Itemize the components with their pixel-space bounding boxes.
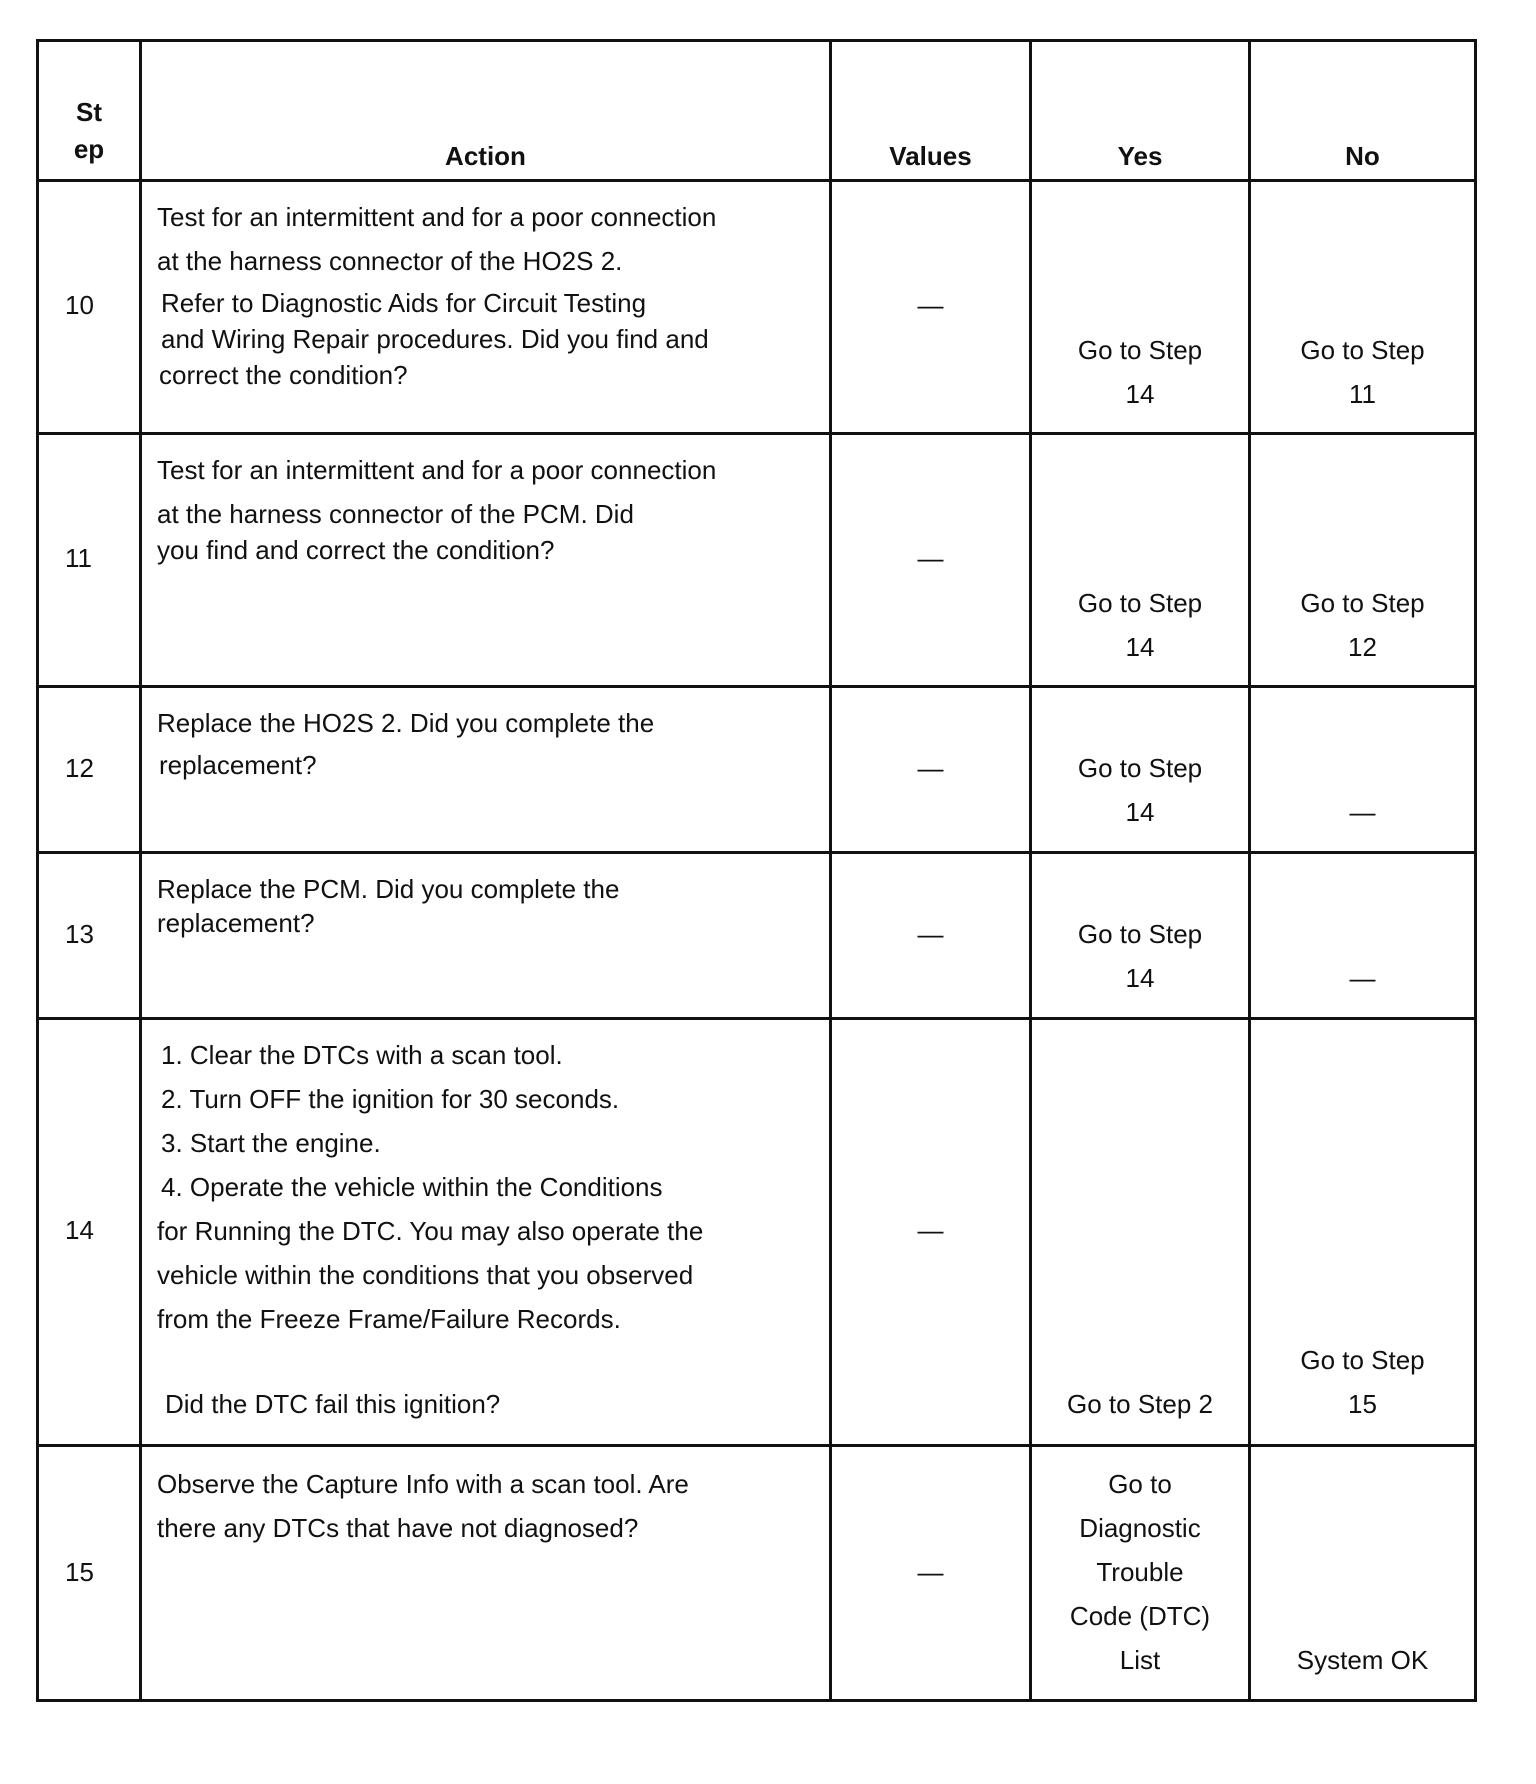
action-line: for Running the DTC. You may also operate the <box>157 1216 704 1246</box>
yes-cell <box>1031 1446 1250 1701</box>
header-values: Values <box>831 41 1031 181</box>
step-cell <box>38 1446 141 1701</box>
values-cell <box>831 181 1031 434</box>
values-cell <box>831 434 1031 687</box>
yes-text: Go to Step <box>1077 753 1203 783</box>
step-number: 13 <box>65 919 94 949</box>
values-cell <box>831 1446 1031 1701</box>
yes-text: Trouble <box>1096 1557 1184 1587</box>
table-row <box>38 687 1476 853</box>
no-text: System OK <box>1296 1645 1429 1675</box>
table-row <box>38 1019 1476 1446</box>
step-cell <box>38 1019 141 1446</box>
action-line: vehicle within the conditions that you observed <box>157 1260 694 1290</box>
step-cell <box>38 181 141 434</box>
values-dash: — <box>917 753 944 783</box>
action-line: there any DTCs that have not diagnosed? <box>157 1513 639 1543</box>
yes-cell <box>1031 1019 1250 1446</box>
step-cell <box>38 853 141 1019</box>
values-cell <box>831 853 1031 1019</box>
diagnostic-table <box>36 39 1477 1702</box>
action-line: Observe the Capture Info with a scan tool. Are <box>157 1469 689 1499</box>
values-dash: — <box>917 290 944 320</box>
no-text: Go to Step <box>1300 335 1425 365</box>
step-number: 11 <box>65 543 92 573</box>
header-step <box>38 41 141 181</box>
action-line: at the harness connector of the HO2S 2. <box>157 246 623 276</box>
values-dash: — <box>917 1215 944 1245</box>
action-cell <box>141 853 831 1019</box>
header-action: Action <box>141 41 831 181</box>
yes-text: Go to Step <box>1077 588 1203 618</box>
step-number: 10 <box>65 290 94 320</box>
yes-step: 14 <box>1125 379 1155 409</box>
values-dash: — <box>917 1557 944 1587</box>
no-cell <box>1250 1019 1476 1446</box>
yes-cell <box>1031 853 1250 1019</box>
step-cell <box>38 434 141 687</box>
yes-cell <box>1031 181 1250 434</box>
action-line: Test for an intermittent and for a poor connection <box>157 455 717 485</box>
yes-cell <box>1031 687 1250 853</box>
action-cell <box>141 181 831 434</box>
values-dash: — <box>917 919 944 949</box>
action-line: Replace the PCM. Did you complete the <box>157 874 620 904</box>
no-cell <box>1250 687 1476 853</box>
yes-step: 14 <box>1125 632 1155 662</box>
table-row <box>38 434 1476 687</box>
action-cell <box>141 434 831 687</box>
no-step: 11 <box>1349 379 1376 409</box>
no-dash: — <box>1349 797 1376 827</box>
action-line: you find and correct the condition? <box>157 535 555 565</box>
action-line: Refer to Diagnostic Aids for Circuit Testing <box>161 288 647 318</box>
no-cell <box>1250 1446 1476 1701</box>
action-line: and Wiring Repair procedures. Did you find and <box>161 324 709 354</box>
yes-text: Go to Step <box>1077 335 1203 365</box>
table-row <box>38 1446 1476 1701</box>
no-cell <box>1250 181 1476 434</box>
header-yes: Yes <box>1031 41 1250 181</box>
action-list-item: 3. Start the engine. <box>161 1128 381 1158</box>
table-row <box>38 853 1476 1019</box>
yes-step: 14 <box>1125 797 1155 827</box>
action-line: correct the condition? <box>159 360 408 390</box>
yes-text: Go to <box>1108 1469 1172 1499</box>
header-step-line1: St <box>76 96 102 127</box>
step-cell <box>38 687 141 853</box>
action-cell <box>141 687 831 853</box>
values-dash: — <box>917 543 944 573</box>
action-line: at the harness connector of the PCM. Did <box>157 499 634 529</box>
action-cell <box>141 1446 831 1701</box>
no-text: Go to Step <box>1300 1345 1425 1375</box>
values-cell <box>831 1019 1031 1446</box>
yes-text: Go to Step <box>1077 919 1203 949</box>
no-text: Go to Step <box>1300 588 1425 618</box>
action-line: replacement? <box>157 908 315 938</box>
no-cell <box>1250 853 1476 1019</box>
action-list-item: 1. Clear the DTCs with a scan tool. <box>161 1040 563 1070</box>
values-cell <box>831 687 1031 853</box>
yes-step: 14 <box>1125 963 1155 993</box>
action-question: Did the DTC fail this ignition? <box>165 1389 501 1419</box>
action-list-item: 4. Operate the vehicle within the Conditions <box>161 1172 663 1202</box>
no-step: 12 <box>1348 632 1377 662</box>
action-list-item: 2. Turn OFF the ignition for 30 seconds. <box>161 1084 620 1114</box>
no-dash: — <box>1349 963 1376 993</box>
step-number: 14 <box>65 1215 94 1245</box>
action-line: from the Freeze Frame/Failure Records. <box>157 1304 621 1334</box>
action-line: replacement? <box>159 750 317 780</box>
step-number: 15 <box>65 1557 94 1587</box>
no-step: 15 <box>1348 1389 1377 1419</box>
no-cell <box>1250 434 1476 687</box>
step-number: 12 <box>65 753 94 783</box>
action-cell <box>141 1019 831 1446</box>
action-line: Replace the HO2S 2. Did you complete the <box>157 708 655 738</box>
yes-text: Go to Step 2 <box>1067 1389 1213 1419</box>
yes-text: List <box>1119 1645 1161 1675</box>
action-line: Test for an intermittent and for a poor connection <box>157 202 717 232</box>
yes-text: Code (DTC) <box>1069 1601 1211 1631</box>
header-step-line2: ep <box>73 134 105 165</box>
header-row <box>38 41 1476 181</box>
yes-cell <box>1031 434 1250 687</box>
header-no: No <box>1250 41 1476 181</box>
table-row <box>38 181 1476 434</box>
yes-text: Diagnostic <box>1079 1513 1201 1543</box>
